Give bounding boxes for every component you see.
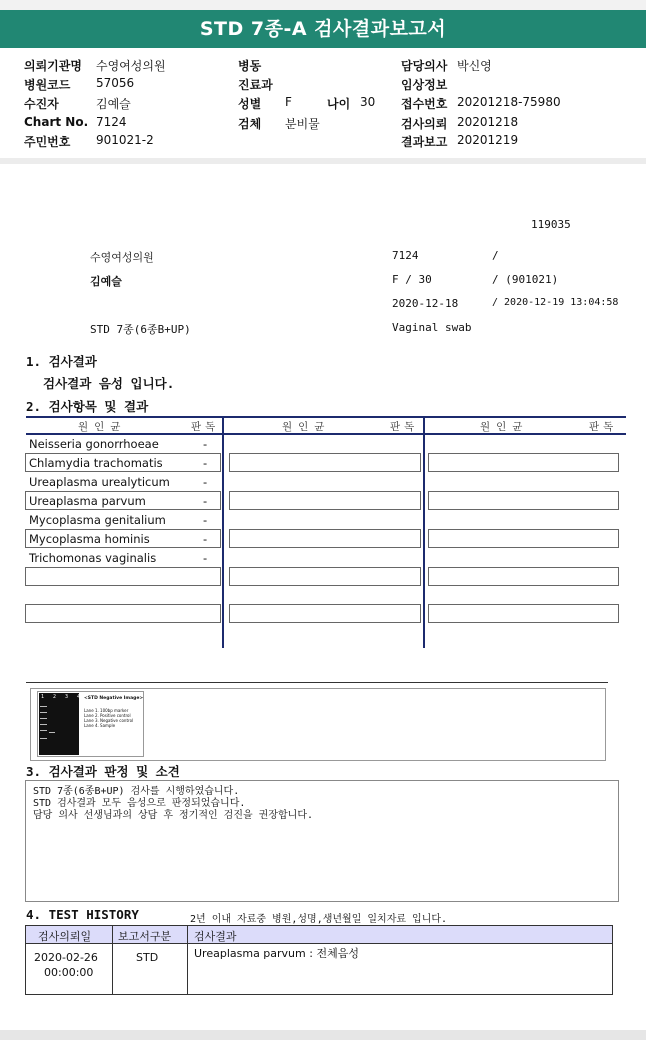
overall-result-text: 검사결과 음성 입니다. [43, 376, 175, 391]
ssn-value: 901021-2 [96, 133, 154, 147]
opinion-box [25, 780, 619, 902]
col-result-header: 판독 [191, 421, 220, 433]
column-divider [423, 416, 425, 648]
history-row-result: Ureaplasma parvum : 전체음성 [194, 947, 359, 960]
dept-label: 진료과 [238, 78, 273, 92]
birth-date: / (901021) [492, 273, 559, 286]
divider-line [26, 682, 608, 683]
pathogen-result: - [203, 551, 208, 565]
pathogen-result: - [203, 475, 208, 489]
gel-band [40, 730, 47, 731]
pathogen-name: Mycoplasma genitalium [29, 513, 166, 527]
results-table-top-border [26, 416, 626, 418]
receipt-value: 20201218-75980 [457, 95, 561, 109]
doctor-value: 박신영 [457, 59, 492, 73]
pathogen-name: Chlamydia trachomatis [29, 456, 163, 470]
opinion-line: STD 7종(6종B+UP) 검사를 시행하였습니다. [33, 786, 240, 797]
empty-result-cell [229, 567, 421, 586]
empty-result-cell [428, 529, 619, 548]
ward-label: 병동 [238, 59, 262, 73]
patient-name: 김예슬 [90, 275, 122, 288]
col-pathogen-header-3: 원인균 [480, 421, 529, 433]
institution-value: 수영여성의원 [96, 59, 166, 73]
column-divider [112, 926, 113, 994]
report-title: STD 7종-A 검사결과보고서 [0, 10, 646, 48]
gel-electrophoresis-image [37, 691, 144, 757]
hospital-code-label: 병원코드 [24, 78, 71, 92]
pathogen-name: Ureaplasma urealyticum [29, 475, 170, 489]
gel-lane-numbers: 1 2 3 4 [41, 694, 84, 700]
hospital-code-value: 57056 [96, 76, 135, 90]
specimen-value: 분비물 [285, 117, 320, 131]
gel-legend-line: Lane 3. Negative control [84, 718, 134, 723]
age-label: 나이 [327, 97, 351, 111]
result-row-box [25, 567, 221, 586]
result-row-box [25, 604, 221, 623]
gel-band [40, 724, 47, 725]
section4-heading: 4. TEST HISTORY [26, 907, 139, 922]
chart-no-value: 7124 [96, 115, 127, 129]
empty-result-cell [229, 453, 421, 472]
history-header-row [26, 926, 612, 944]
pathogen-result: - [203, 532, 208, 546]
col-pathogen-header-2: 원인균 [282, 421, 331, 433]
history-col-result: 검사결과 [194, 930, 237, 943]
page-bottom-bar [0, 1030, 646, 1040]
specimen-type: Vaginal swab [392, 321, 472, 334]
request-date: 2020-12-18 [392, 297, 459, 310]
sex-label: 성별 [238, 97, 262, 111]
pathogen-result: - [203, 513, 208, 527]
sex-age: F / 30 [392, 273, 432, 286]
gel-band [49, 732, 55, 733]
chart-slash: / [492, 249, 499, 262]
gel-band [40, 712, 47, 713]
gel-legend-line: Lane 4. Sample [84, 723, 116, 728]
empty-result-cell [428, 604, 619, 623]
empty-result-cell [428, 453, 619, 472]
pathogen-result: - [203, 456, 208, 470]
history-col-date: 검사의뢰일 [38, 930, 92, 943]
empty-result-cell [229, 529, 421, 548]
age-value: 30 [360, 95, 376, 109]
empty-result-cell [229, 491, 421, 510]
section2-heading: 2. 검사항목 및 결과 [26, 399, 149, 414]
results-table-header-border [26, 433, 626, 435]
empty-result-cell [229, 604, 421, 623]
empty-result-cell [428, 491, 619, 510]
gel-legend-line: Lane 2. Positive control [84, 713, 131, 718]
column-divider [222, 416, 224, 648]
history-row-time: 00:00:00 [44, 966, 94, 979]
history-col-type: 보고서구분 [118, 930, 172, 943]
gel-band [40, 738, 47, 739]
history-row-date: 2020-02-26 [34, 951, 98, 964]
pathogen-name: Mycoplasma hominis [29, 532, 150, 546]
pathogen-name: Trichomonas vaginalis [29, 551, 157, 565]
test-history-table [25, 925, 613, 995]
report-date-label: 결과보고 [401, 135, 448, 149]
opinion-line: STD 검사결과 모두 음성으로 판정되었습니다. [33, 798, 246, 809]
gel-legend-line: Lane 1. 100bp marker [84, 708, 129, 713]
chart-no-label: Chart No. [24, 115, 89, 129]
pathogen-name: Ureaplasma parvum [29, 494, 146, 508]
gel-image-title: <STD Negative Image> [84, 696, 144, 701]
clinical-info-label: 임상정보 [401, 78, 448, 92]
col-pathogen-header: 원인균 [78, 421, 127, 433]
specimen-label: 검체 [238, 117, 262, 131]
report-date-value: 20201219 [457, 133, 519, 147]
test-name: STD 7종(6종B+UP) [90, 323, 191, 336]
clinic-name: 수영여성의원 [90, 251, 154, 264]
pathogen-result: - [203, 437, 208, 451]
section1-heading: 1. 검사결과 [26, 354, 97, 369]
institution-label: 의뢰기관명 [24, 59, 82, 73]
col-result-header-2: 판독 [390, 421, 419, 433]
pathogen-result: - [203, 494, 208, 508]
history-note: 2년 이내 자료중 병원,성명,생년월일 일치자료 입니다. [190, 914, 448, 925]
patient-label: 수진자 [24, 97, 59, 111]
report-code: 119035 [531, 218, 571, 231]
empty-result-cell [428, 567, 619, 586]
col-result-header-3: 판독 [589, 421, 618, 433]
report-datetime: / 2020-12-19 13:04:58 [492, 297, 619, 308]
request-value: 20201218 [457, 115, 519, 129]
gel-band [40, 706, 47, 707]
gel-band [40, 718, 47, 719]
pathogen-name: Neisseria gonorrhoeae [29, 437, 159, 451]
chart-number: 7124 [392, 249, 419, 262]
opinion-line: 담당 의사 선생님과의 상담 후 정기적인 검진을 권장합니다. [33, 810, 314, 821]
history-row-type: STD [136, 951, 159, 964]
doctor-label: 담당의사 [401, 59, 448, 73]
institution-field [24, 57, 82, 74]
ssn-label: 주민번호 [24, 135, 71, 149]
sex-value: F [285, 95, 292, 109]
section3-heading: 3. 검사결과 판정 및 소견 [26, 764, 180, 779]
receipt-label: 접수번호 [401, 97, 448, 111]
patient-value: 김예슬 [96, 97, 131, 111]
request-label: 검사의뢰 [401, 117, 448, 131]
column-divider [187, 926, 188, 994]
